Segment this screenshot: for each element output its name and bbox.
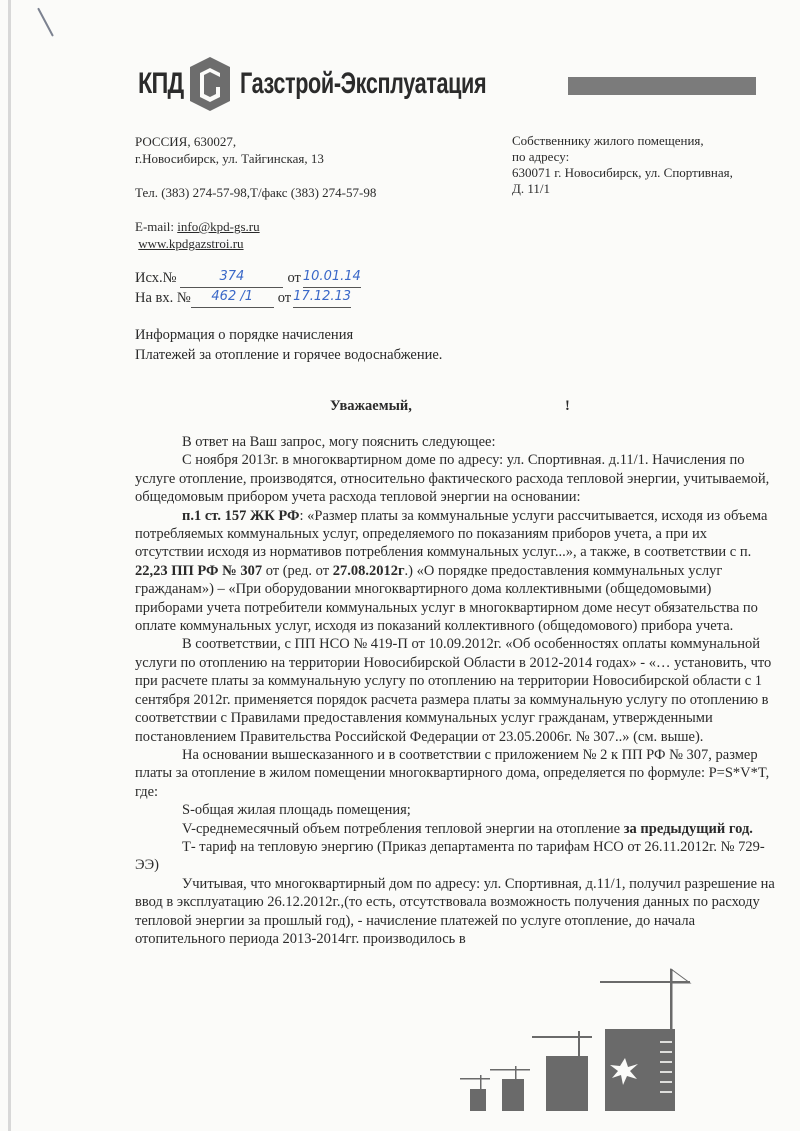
formula-v: V-среднемесячный объем потребления тепловой энергии на отопление за предыдущий год. xyxy=(182,820,753,837)
recipient-line-2: по адресу: xyxy=(512,149,570,164)
scan-page-edge xyxy=(8,0,11,1131)
subject-line-2: Платежей за отопление и горячее водоснабжение. xyxy=(135,347,443,363)
recipient-block xyxy=(512,133,782,197)
reference-numbers xyxy=(135,268,361,308)
sender-phone: Тел. (383) 274-57-98,Т/факс (383) 274-57-98 xyxy=(135,185,377,200)
outgoing-label: Исх.№ xyxy=(135,270,177,286)
recipient-line-1: Собственнику жилого помещения, xyxy=(512,133,704,148)
outgoing-from-label: от xyxy=(287,270,301,286)
formula-t: Т- тариф на тепловую энергию (Приказ департамента по тарифам НСО от 26.11.2012г. № 729-ЭЭ) xyxy=(135,838,765,874)
incoming-label: На вх. № xyxy=(135,290,191,306)
website-link[interactable]: www.kpdgazstroi.ru xyxy=(138,236,244,251)
g-shield-logo-icon xyxy=(190,57,230,111)
paragraph-commissioning: Учитывая, что многоквартирный дом по адресу: ул. Спортивная, д.11/1, получил разрешение на ввод в эксплуатацию 26.12.2012г.,(то есть, отсутствовала возможность получения данных по расходу тепловой энергии за прошлый год), - начисление платежей по услуге отопление, до начала отопительного периода 2013-2014гг. производилось в xyxy=(135,875,775,947)
incoming-date: 17.12.13 xyxy=(293,287,351,308)
incoming-from-label: от xyxy=(277,290,292,306)
outgoing-number: 374 xyxy=(180,267,283,288)
logo-kpd-text: КПД xyxy=(138,67,184,100)
sender-email-line xyxy=(135,218,376,235)
subject-line-1: Информация о порядке начисления xyxy=(135,327,354,343)
construction-cranes-skyline-icon xyxy=(460,961,800,1121)
recipient-line-3: 630071 г. Новосибирск, ул. Спортивная, xyxy=(512,165,733,180)
paragraph-intro: В ответ на Ваш запрос, могу пояснить следующее: xyxy=(182,434,496,450)
paragraph-zhk-rf: п.1 ст. 157 ЖК РФ: «Размер платы за коммунальные услуги рассчитывается, исходя из объема потребляемых коммунальных услуг, определяемого по показаниям приборов учета, а при их отсутствии исходя из нормативов потребления коммунальных услуг...», а также, в соответствии с п. 22,23 ПП РФ № 307 от (ред. от 27.08.2012г.) «О порядке предоставления коммунальных услуг гражданам») – «При оборудовании многоквартирного дома коллективными (общедомовыми) приборами учета потребители коммунальных услуг в многоквартирном доме несут обязательства по оплате коммунальных услуг, исходя из показаний коллективного (общедомового) прибора учета. xyxy=(135,507,768,635)
sender-block xyxy=(135,133,376,252)
letterhead-bar xyxy=(568,77,756,95)
incoming-number: 462 /1 xyxy=(191,287,274,308)
incoming-ref xyxy=(135,288,361,308)
letterhead-logo xyxy=(138,58,546,110)
company-name: Газстрой-Эксплуатация xyxy=(240,67,487,100)
formula-s: S-общая жилая площадь помещения; xyxy=(182,802,411,819)
outgoing-date: 10.01.14 xyxy=(303,267,361,288)
paragraph-formula: На основании вышесказанного и в соответствии с приложением № 2 к ПП РФ № 307, размер платы за отопление в жилом помещении многоквартирного дома, определяется по формуле: P=S*V*T, где: xyxy=(135,746,770,800)
sender-address: г.Новосибирск, ул. Тайгинская, 13 xyxy=(135,151,324,166)
staple-mark xyxy=(37,8,54,37)
letter-body xyxy=(135,433,775,948)
sender-country-zip: РОССИЯ, 630027, xyxy=(135,134,237,149)
recipient-line-4: Д. 11/1 xyxy=(512,181,550,196)
subject-block xyxy=(135,325,442,365)
outgoing-ref xyxy=(135,268,361,288)
paragraph-november: С ноября 2013г. в многоквартирном доме по адресу: ул. Спортивная. д.11/1. Начисления по услуге отопление, производятся, относительно фактического расхода тепловой энергии, учитываемой, общедомовым прибором учета расхода тепловой энергии на основании: xyxy=(135,452,770,506)
email-label: E-mail: xyxy=(135,219,178,234)
paragraph-pp-nso: В соответствии, с ПП НСО № 419-П от 10.09.2012г. «Об особенностях оплаты коммунальной услуги по отоплению на территории Новосибирской Области в 2012-2014 годах» - «… установить, что при расчете платы за коммунальную услугу по отоплению на территории Новосибирской области с 1 сентября 2012г. применяется порядок расчета размера платы за коммунальную услугу по отоплению в соответствии с Правилами предоставления коммунальных услуг гражданам, утвержденными постановлением Правительства Российской Федерации от 23.05.2006г. № 307..» (см. выше). xyxy=(135,636,772,745)
greeting: Уважаемый, xyxy=(330,398,412,414)
greeting-exclamation: ! xyxy=(565,398,570,414)
email-link[interactable]: info@kpd-gs.ru xyxy=(177,219,260,234)
